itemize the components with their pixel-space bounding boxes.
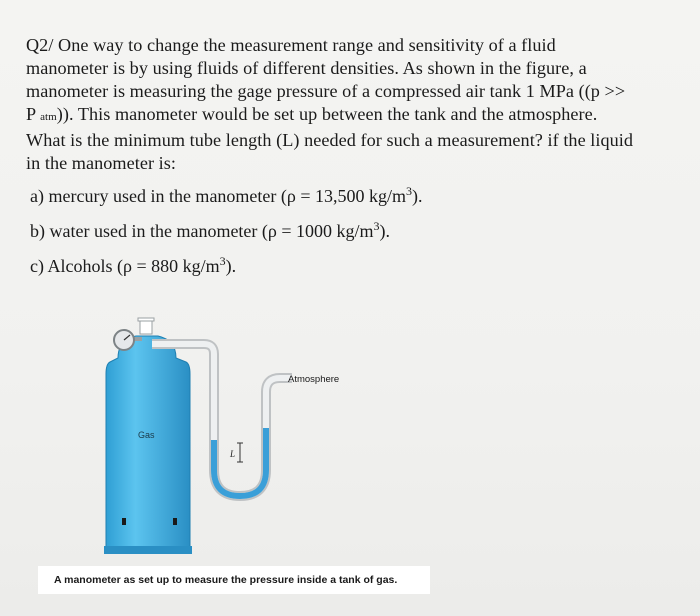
question-line: in the manometer is:	[26, 153, 176, 173]
p-atm-symbol: P	[26, 104, 36, 124]
option-c-end: ).	[225, 256, 237, 276]
length-indicator	[237, 443, 243, 462]
tank-valve	[138, 318, 154, 334]
atmosphere-label: Atmosphere	[288, 374, 340, 385]
p-atm-subscript: atm	[40, 111, 57, 123]
question-line: What is the minimum tube length (L) needed for such a measurement? if the liquid	[26, 130, 634, 150]
option-a-exponent: 3	[406, 184, 413, 198]
option-c-text: c) Alcohols (ρ = 880 kg/m	[30, 256, 220, 276]
question-line: manometer is by using fluids of different densities. As shown in the figure, a	[26, 58, 587, 78]
option-b-exponent: 3	[373, 219, 380, 233]
option-c-exponent: 3	[219, 254, 226, 268]
question-line: manometer is measuring the gage pressure of a compressed air tank 1 MPa ((p >>	[26, 81, 626, 101]
figure-caption: A manometer as set up to measure the pressure inside a tank of gas.	[38, 566, 430, 594]
question-line: Q2/ One way to change the measurement range and sensitivity of a fluid	[26, 35, 556, 55]
length-label: L	[230, 449, 236, 459]
gas-tank	[104, 336, 192, 554]
gas-label: Gas	[138, 430, 155, 440]
option-a-end: ).	[412, 186, 423, 206]
option-b-text: b) water used in the manometer (ρ = 1000 kg/m	[30, 221, 374, 241]
option-a-text: a) mercury used in the manometer (ρ = 13,500 kg/m	[30, 186, 407, 206]
option-b-end: ).	[379, 221, 391, 241]
question-line-rest: )). This manometer would be set up between the tank and the atmosphere.	[56, 104, 598, 124]
